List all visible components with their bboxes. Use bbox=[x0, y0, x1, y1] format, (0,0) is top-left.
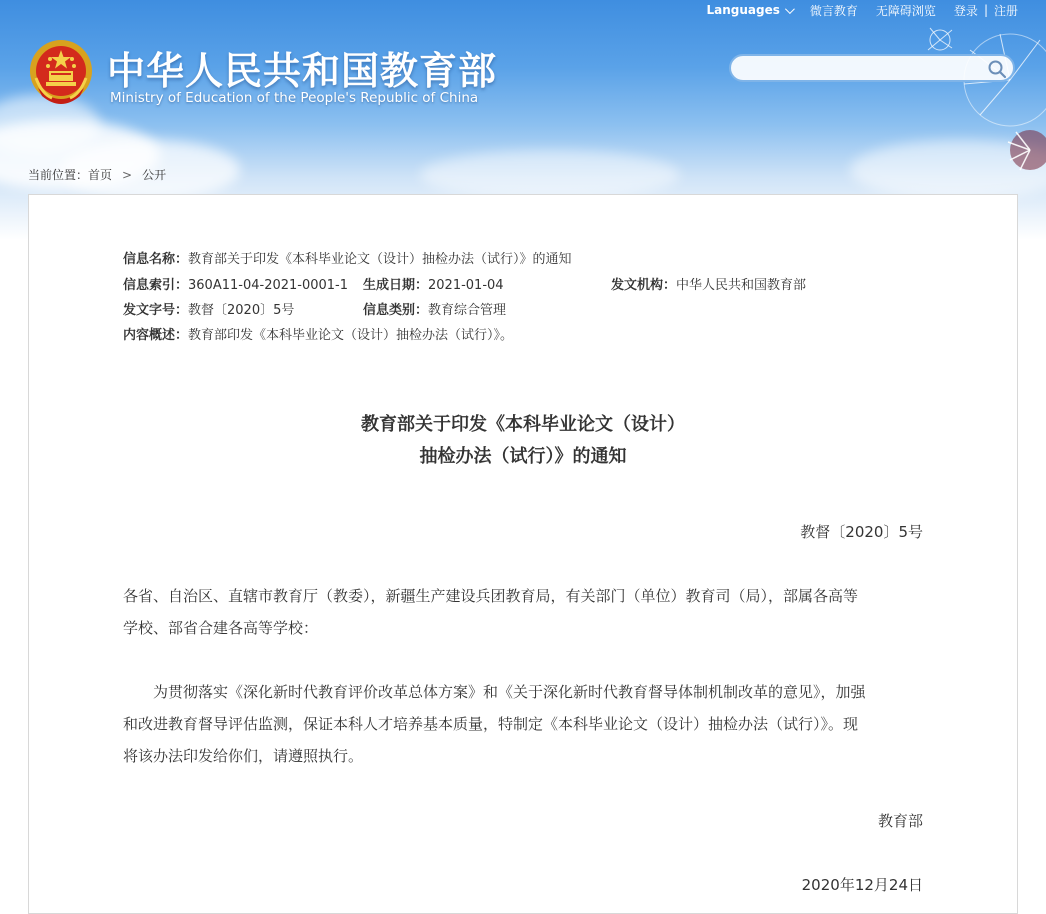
breadcrumb-home-link[interactable]: 首页 bbox=[88, 168, 113, 182]
meta-row-org bbox=[611, 274, 806, 293]
document-title-line1: 教育部关于印发《本科毕业论文（设计） bbox=[361, 414, 685, 435]
breadcrumb-arrow-icon: > bbox=[122, 167, 133, 182]
chevron-down-icon bbox=[785, 4, 795, 14]
meta-org-value: 中华人民共和国教育部 bbox=[676, 278, 807, 293]
accessible-browse-link[interactable]: 无障碍浏览 bbox=[875, 3, 936, 18]
meta-summary-value: 教育部印发《本科毕业论文（设计）抽检办法（试行）》。 bbox=[188, 328, 514, 343]
document-date: 2020年12月24日 bbox=[801, 876, 923, 894]
recipients-line: 学校、部省合建各高等学校： bbox=[123, 619, 319, 637]
meta-row-date bbox=[363, 274, 504, 293]
site-subtitle: Ministry of Education of the People's Republic of China bbox=[110, 90, 479, 106]
meta-row-summary bbox=[123, 324, 513, 343]
meta-docno-value: 教督〔2020〕5号 bbox=[188, 303, 295, 318]
search-icon[interactable] bbox=[987, 59, 1007, 79]
meta-org-label: 发文机构： bbox=[611, 278, 677, 293]
breadcrumb bbox=[28, 166, 166, 183]
search-box bbox=[729, 54, 1015, 82]
body-line: 为贯彻落实《深化新时代教育评价改革总体方案》和《关于深化新时代教育督导体制机制改革的意见》，加强 bbox=[153, 683, 866, 701]
meta-date-label: 生成日期： bbox=[363, 278, 429, 293]
languages-label: Languages bbox=[706, 3, 780, 17]
document-number: 教督〔2020〕5号 bbox=[800, 523, 923, 541]
body-paragraph bbox=[123, 676, 923, 772]
document-title-line2: 抽检办法（试行）》的通知 bbox=[419, 446, 627, 467]
national-emblem-icon[interactable] bbox=[28, 38, 94, 108]
wechat-link[interactable]: 微言教育 bbox=[809, 3, 858, 18]
meta-row-name bbox=[123, 248, 572, 267]
meta-row-index bbox=[123, 274, 348, 293]
meta-name-label: 信息名称： bbox=[123, 252, 189, 267]
separator: | bbox=[983, 3, 988, 17]
signature: 教育部 bbox=[877, 812, 923, 830]
meta-category-label: 信息类别： bbox=[363, 303, 429, 318]
register-link[interactable]: 注册 bbox=[993, 3, 1018, 18]
dandelion-decoration bbox=[900, 20, 1046, 200]
meta-name-value: 教育部关于印发《本科毕业论文（设计）抽检办法（试行）》的通知 bbox=[188, 252, 572, 267]
site-title[interactable]: 中华人民共和国教育部 bbox=[107, 49, 498, 93]
body-line: 和改进教育督导评估监测，保证本科人才培养基本质量，特制定《本科毕业论文（设计）抽检办法（试行）》。现 bbox=[123, 715, 859, 733]
breadcrumb-prefix: 当前位置： bbox=[28, 168, 89, 182]
meta-index-label: 信息索引： bbox=[123, 278, 189, 293]
meta-summary-label: 内容概述： bbox=[123, 328, 189, 343]
login-link[interactable]: 登录 bbox=[953, 3, 978, 18]
meta-docno-label: 发文字号： bbox=[123, 303, 189, 318]
cloud-decoration bbox=[420, 150, 680, 200]
search-input[interactable] bbox=[743, 59, 987, 79]
languages-menu[interactable] bbox=[707, 3, 792, 17]
recipients-line: 各省、自治区、直辖市教育厅（教委），新疆生产建设兵团教育局，有关部门（单位）教育司（局），部属各高等 bbox=[123, 587, 859, 605]
meta-row-category bbox=[363, 299, 506, 318]
top-links-bar bbox=[707, 1, 1019, 19]
body-line: 将该办法印发给你们，请遵照执行。 bbox=[123, 747, 364, 765]
meta-row-docno bbox=[123, 299, 294, 318]
meta-category-value: 教育综合管理 bbox=[428, 303, 507, 318]
meta-index-value: 360A11-04-2021-0001-1 bbox=[188, 278, 349, 293]
recipients-paragraph bbox=[123, 580, 923, 644]
breadcrumb-current-link[interactable]: 公开 bbox=[142, 168, 167, 182]
meta-date-value: 2021-01-04 bbox=[428, 278, 504, 293]
